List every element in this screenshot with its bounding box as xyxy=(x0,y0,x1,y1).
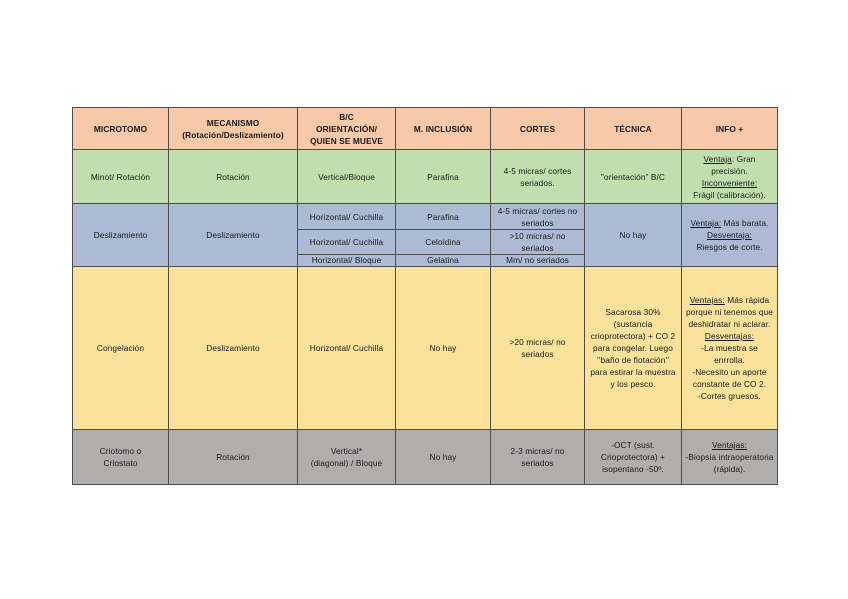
deslizamiento-cortes-3: Mm/ no seriados xyxy=(491,255,585,267)
congelacion-info-desventaja-1: -La muestra se enrrolla. xyxy=(701,343,758,365)
row-minot xyxy=(73,150,778,204)
criotomo-info-ventajas-text: -Biopsia intraoperatoria (rápida). xyxy=(685,452,774,474)
congelacion-microtomo: Congelación xyxy=(73,267,169,430)
minot-mecanismo: Rotación xyxy=(169,150,298,204)
congelacion-inclusion: No hay xyxy=(396,267,491,430)
criotomo-bc-line2: (diagonal) / Bloque xyxy=(310,458,383,468)
deslizamiento-tecnica: No hay xyxy=(585,204,682,267)
header-bc-line3: QUIEN SE MUEVE xyxy=(310,135,383,146)
criotomo-bc-line1: Vertical* xyxy=(330,446,363,456)
congelacion-bc: Horizontal/ Cuchilla xyxy=(298,267,396,430)
deslizamiento-info-ventaja-text: Más barata. xyxy=(721,218,769,228)
deslizamiento-bc-2: Horizontal/ Cuchilla xyxy=(298,230,396,255)
congelacion-mecanismo: Deslizamiento xyxy=(169,267,298,430)
deslizamiento-info-ventaja-label: Ventaja: xyxy=(690,218,722,228)
deslizamiento-microtomo: Deslizamiento xyxy=(73,204,169,267)
deslizamiento-cortes-1: 4-5 micras/ cortes no seriados xyxy=(491,204,585,230)
minot-info-inconveniente-text: Frágil (calibración). xyxy=(693,189,766,200)
criotomo-microtomo-line2: Criostato xyxy=(103,458,138,468)
header-microtomo: MICROTOMO xyxy=(73,108,169,150)
header-mecanismo-line1: MECANISMO xyxy=(206,117,260,128)
deslizamiento-cortes-2: >10 micras/ no seriados xyxy=(491,230,585,255)
criotomo-tecnica: -OCT (sust. Crioprotectora) + isopentano -50º. xyxy=(585,430,682,485)
congelacion-tecnica: Sacarosa 30% (sustancia crioprotectora) + CO 2 para congelar. Luego ’’baño de flotación’’ para estirar la muestra y los pesco. xyxy=(585,267,682,430)
minot-inclusion: Parafina xyxy=(396,150,491,204)
header-mecanismo xyxy=(169,108,298,150)
header-bc-line2: ORIENTACIÓN/ xyxy=(316,123,377,134)
congelacion-info-ventajas-label: Ventajas: xyxy=(689,295,725,305)
criotomo-info-ventajas-label: Ventajas: xyxy=(711,440,748,450)
criotomo-cortes: 2-3 micras/ no seriados xyxy=(491,430,585,485)
criotomo-bc xyxy=(298,430,396,485)
minot-microtomo: Minot/ Rotación xyxy=(73,150,169,204)
row-congelacion xyxy=(73,267,778,430)
criotomo-mecanismo: Rotación xyxy=(169,430,298,485)
microtome-comparison-table xyxy=(72,107,778,485)
criotomo-microtomo xyxy=(73,430,169,485)
header-bc xyxy=(298,108,396,150)
header-info: INFO + xyxy=(682,108,778,150)
header-tecnica: TÉCNICA xyxy=(585,108,682,150)
header-cortes: CORTES xyxy=(491,108,585,150)
minot-info xyxy=(682,150,778,204)
minot-bc: Vertical/Bloque xyxy=(298,150,396,204)
deslizamiento-inclusion-3: Gelatina xyxy=(396,255,491,267)
deslizamiento-bc-3: Horizontal/ Bloque xyxy=(298,255,396,267)
row-deslizamiento-1 xyxy=(73,204,778,230)
header-bc-line1: B/C xyxy=(339,111,354,122)
row-criotomo xyxy=(73,430,778,485)
deslizamiento-inclusion-1: Parafina xyxy=(396,204,491,230)
deslizamiento-info-desventaja-text: Riesgos de corte. xyxy=(696,242,763,252)
congelacion-info-desventaja-2: -Necesito un aporte constante de CO 2. xyxy=(692,367,767,389)
deslizamiento-bc-1: Horizontal/ Cuchilla xyxy=(298,204,396,230)
header-mecanismo-line2: (Rotación/Deslizamiento) xyxy=(182,129,284,140)
deslizamiento-info-desventaja-label: Desventaja: xyxy=(707,230,752,240)
header-row xyxy=(73,108,778,150)
minot-cortes: 4-5 micras/ cortes seriados. xyxy=(491,150,585,204)
deslizamiento-inclusion-2: Celoidina xyxy=(396,230,491,255)
congelacion-info-desventajas-label: Desventajas: xyxy=(704,331,755,341)
minot-info-ventaja-label: Ventaja xyxy=(703,153,732,164)
congelacion-info-desventaja-3: -Cortes gruesos. xyxy=(698,391,761,401)
congelacion-cortes: >20 micras/ no seriados xyxy=(491,267,585,430)
congelacion-info-ventajas-text: Más rápida porque ni tenemos que deshidratar ni aclarar. xyxy=(686,295,773,329)
minot-tecnica: ”orientación” B/C xyxy=(585,150,682,204)
header-inclusion: M. INCLUSIÓN xyxy=(396,108,491,150)
minot-info-inconveniente-label: Inconveniente: xyxy=(701,177,758,188)
criotomo-inclusion: No hay xyxy=(396,430,491,485)
minot-info-ventaja-text: : Gran precisión. xyxy=(711,153,756,176)
deslizamiento-mecanismo: Deslizamiento xyxy=(169,204,298,267)
deslizamiento-info xyxy=(682,204,778,267)
criotomo-info xyxy=(682,430,778,485)
congelacion-info xyxy=(682,267,778,430)
criotomo-microtomo-line1: Criotomo o xyxy=(99,446,142,456)
